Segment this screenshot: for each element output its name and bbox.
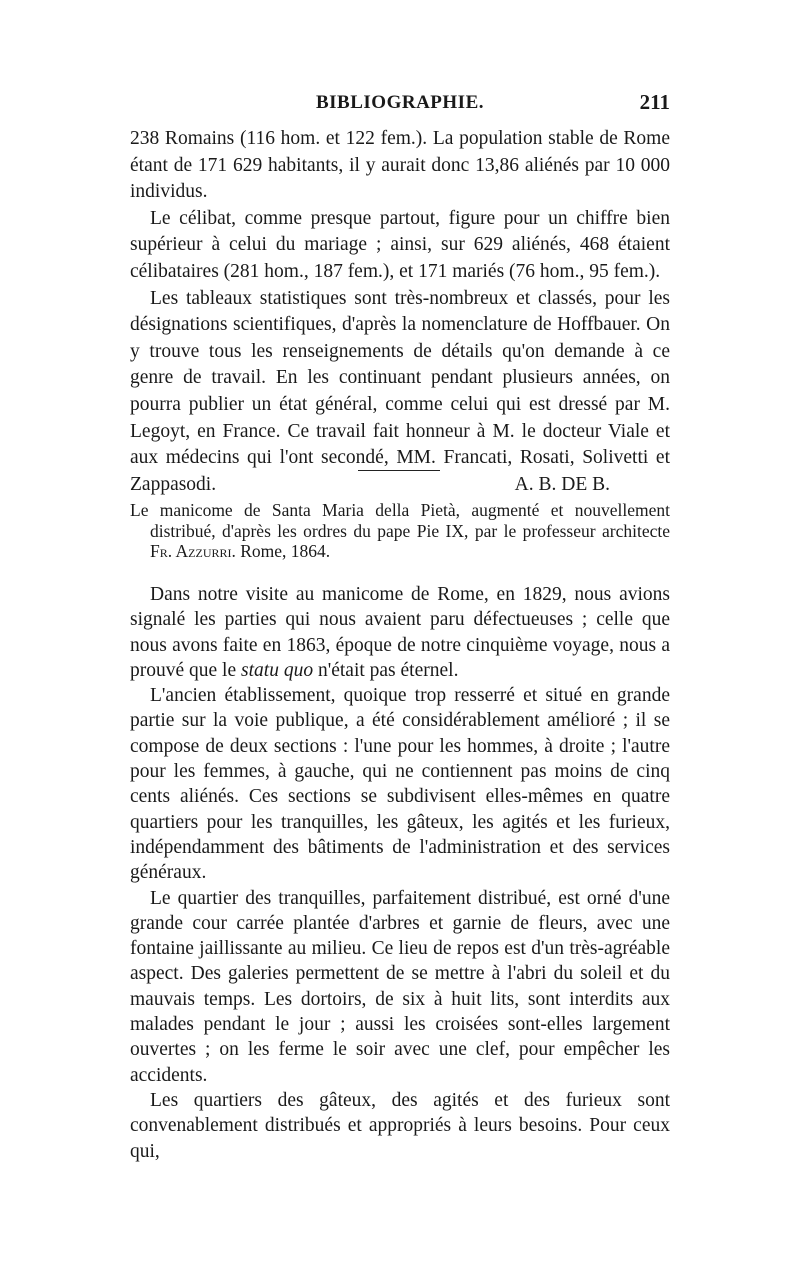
paragraph-tables: Les tableaux statistiques sont très-nombreux et classés, pour les désignations scientifiques, d'après la nomenclature de Hoffbauer. On y trouve tous les renseignements de détails qu'on demande à ce genre de travail. En les continuant pendant plusieurs années, on pourra publier un état général, comme celui qui est dressé par M. Legoyt, en France. Ce travail fait honneur à M. le docteur Viale et aux médecins qui l'ont secondé, MM. Francati, Rosati, Solivetti et Zappasodi. [130, 287, 670, 495]
visit-text-end: n'était pas éternel. [313, 659, 459, 681]
review-text [130, 582, 670, 1164]
visit-text-start: Dans notre visite au manicome de Rome, en 1829, nous avions signalé les parties qui nous avaient paru défectueuses ; celle que nous avons faite en 1863, époque de notre cinquième voyage, nous a prouvé que le [130, 584, 670, 681]
page-number: 211 [639, 90, 670, 114]
signature: A. B. DE B. [514, 473, 610, 495]
book-place-date: Rome, 1864. [240, 541, 331, 561]
paragraph-celibacy: Le célibat, comme presque partout, figure pour un chiffre bien supérieur à celui du mariage ; ainsi, sur 629 aliénés, 468 étaient célibataires (281 hom., 187 fem.), et 171 mariés (76 hom., 95 fem.). [130, 207, 670, 282]
page-header [130, 92, 670, 122]
paragraph-other-wards: Les quartiers des gâteux, des agités et des furieux sont convenablement distribués et appropriés à leurs besoins. Pour ceux qui, [130, 1089, 670, 1162]
book-title: Le manicome de Santa Maria della Pietà, augmenté et nouvellement distribué, d'après les ordres du pape Pie IX, par le professeur architecte [130, 500, 670, 541]
book-author: Fr. Azzurri. [150, 541, 236, 561]
paragraph-quiet-ward: Le quartier des tranquilles, parfaitement distribué, est orné d'une grande cour carrée plantée d'arbres et garnie de fleurs, avec une fontaine jaillissante au milieu. Ce lieu de repos est d'un très-agréable aspect. Des galeries permettent de se mettre à l'abri du soleil et du mauvais temps. Les dortoirs, de six à huit lits, sont interdits aux malades pendant le jour ; aussi les croisées sont-elles largement ouvertes ; on les ferme le soir avec une clef, pour empêcher les accidents. [130, 887, 670, 1086]
statu-quo-italic: statu quo [241, 659, 314, 681]
book-citation [130, 500, 670, 562]
body-text [130, 126, 670, 498]
book-entry [130, 500, 670, 562]
paragraph-population: 238 Romains (116 hom. et 122 fem.). La population stable de Rome étant de 171 629 habitants, il y aurait donc 13,86 aliénés par 10 000 individus. [130, 128, 670, 203]
paragraph-old-establishment: L'ancien établissement, quoique trop resserré et situé en grande partie sur la voie publique, a été considérablement amélioré ; il se compose de deux sections : l'une pour les hommes, à droite ; l'autre pour les femmes, à gauche, qui ne contiennent pas moins de cinq cents aliénés. Ces sections se subdivisent elles-mêmes en quatre quartiers pour les tranquilles, les gâteux, les agités et les furieux, indépendamment des bâtiments de l'administration et des services généraux. [130, 685, 670, 884]
section-divider [358, 470, 440, 471]
running-title: BIBLIOGRAPHIE. [315, 92, 484, 113]
paragraph-visit [130, 582, 670, 683]
